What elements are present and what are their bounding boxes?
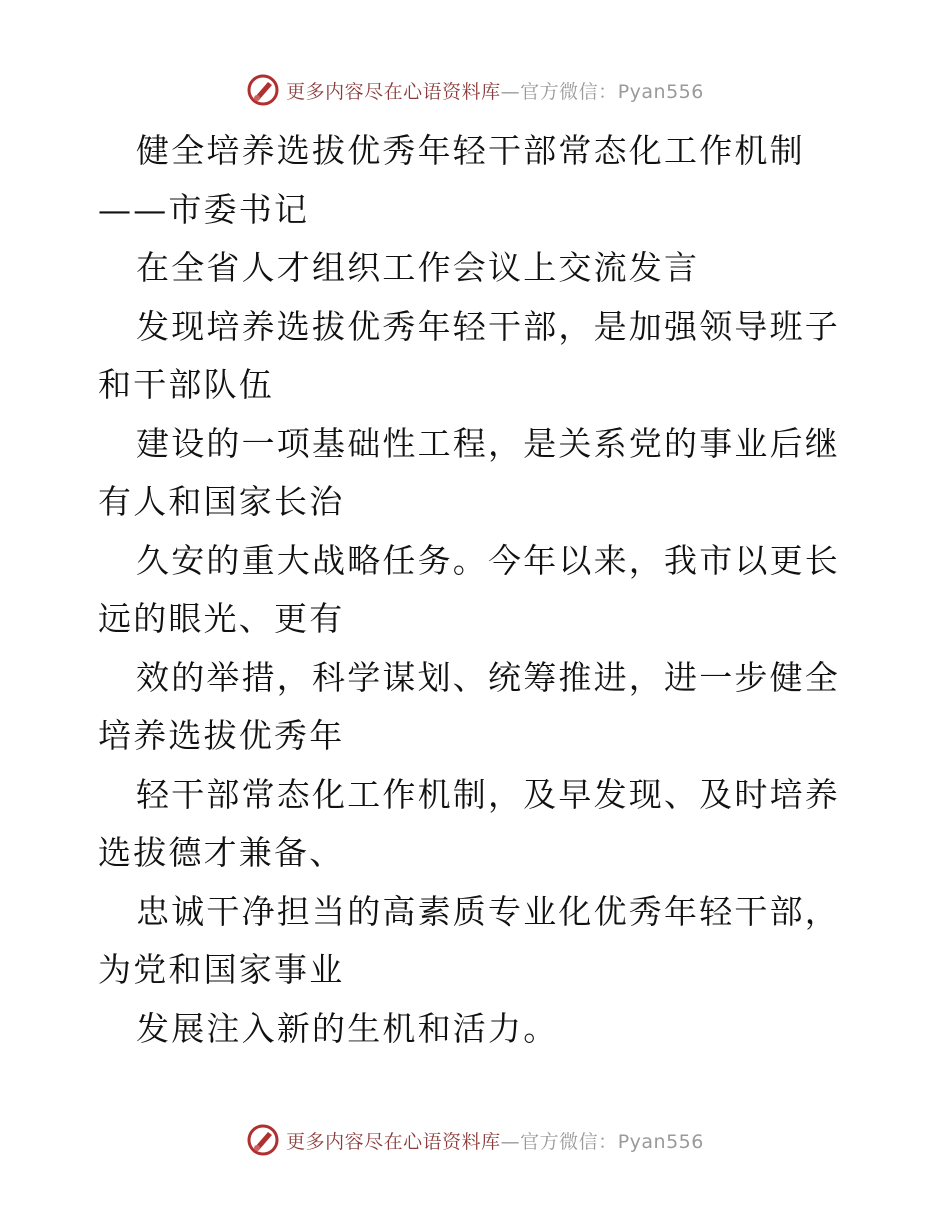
paragraph: 健全培养选拔优秀年轻干部常态化工作机制——市委书记 (98, 131, 805, 229)
footer-watermark (0, 1120, 950, 1160)
watermark-text (286, 77, 704, 104)
paragraph: 发展注入新的生机和活力。 (136, 1008, 559, 1048)
paragraph: 久安的重大战略任务。今年以来，我市以更长远的眼光、更有 (98, 540, 840, 638)
watermark-account: Pyan556 (617, 80, 704, 103)
watermark-dash: — (500, 1130, 521, 1153)
paragraph: 在全省人才组织工作会议上交流发言 (136, 248, 700, 287)
watermark-account: Pyan556 (617, 1130, 704, 1153)
watermark-label: 官方微信： (520, 1130, 618, 1153)
paragraph: 忠诚干净担当的高素质专业化优秀年轻干部，为党和国家事业 (98, 891, 840, 989)
document-body (98, 122, 858, 1058)
watermark-brand: 更多内容尽在心语资料库 (286, 80, 501, 103)
paragraph: 轻干部常态化工作机制，及早发现、及时培养选拔德才兼备、 (98, 774, 840, 872)
watermark-label: 官方微信： (520, 80, 618, 103)
watermark-brand: 更多内容尽在心语资料库 (286, 1130, 501, 1153)
paragraph: 建设的一项基础性工程，是关系党的事业后继有人和国家长治 (98, 423, 840, 521)
brush-seal-icon (246, 73, 280, 107)
header-watermark (0, 70, 950, 110)
paragraph: 发现培养选拔优秀年轻干部，是加强领导班子和干部队伍 (98, 306, 840, 404)
watermark-dash: — (500, 80, 521, 103)
watermark-text (286, 1127, 704, 1154)
brush-seal-icon (246, 1123, 280, 1157)
paragraph: 效的举措，科学谋划、统筹推进，进一步健全培养选拔优秀年 (98, 657, 840, 755)
